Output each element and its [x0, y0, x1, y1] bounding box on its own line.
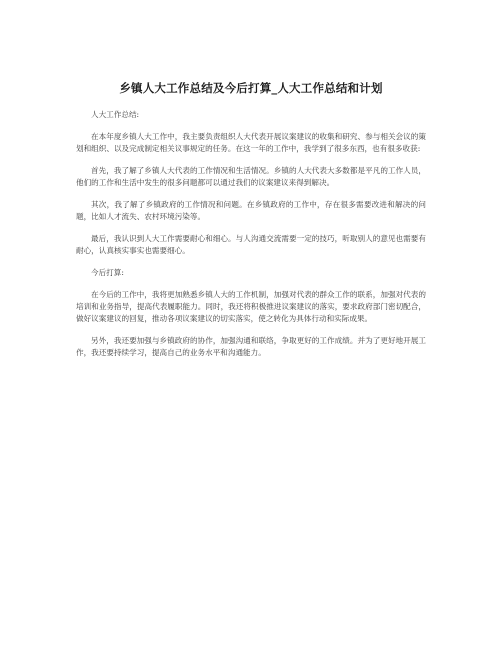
section-heading-plans: 今后打算: — [91, 268, 124, 277]
paragraph: 最后，我认识到人大工作需要耐心和细心。与人沟通交流需要一定的技巧，听取别人的意见也需要有耐心，认真核实事实也需要细心。 — [76, 234, 426, 255]
paragraph: 首先，我了解了乡镇人大代表的工作情况和生活情况。乡镇的人大代表大多数都是平凡的工作人员，他们的工作和生活中发生的很多问题都可以通过我们的议案建议来得到解决。 — [76, 166, 426, 187]
document-title: 乡镇人大工作总结及今后打算_人大工作总结和计划 — [119, 81, 383, 95]
paragraph: 在本年度乡镇人大工作中，我主要负责组织人大代表开展议案建议的收集和研究、参与相关会议的策划和组织、以及完成制定相关议事规定的任务。在这一年的工作中，我学到了很多东西，也有很多收获: — [76, 132, 426, 153]
paragraph: 另外，我还要加强与乡镇政府的协作，加强沟通和联络，争取更好的工作成绩。并为了更好地开展工作，我还要持续学习，提高自己的业务水平和沟通能力。 — [76, 336, 426, 357]
section-heading-summary: 人大工作总结: — [91, 110, 140, 119]
paragraph: 其次，我了解了乡镇政府的工作情况和问题。在乡镇政府的工作中，存在很多需要改进和解决的问题，比如人才流失、农村环境污染等。 — [76, 200, 426, 221]
paragraph: 在今后的工作中，我将更加熟悉乡镇人大的工作机制，加强对代表的群众工作的联系，加强对代表的培训和业务指导，提高代表履职能力。同时，我还将积极推进议案建议的落实，要求政府部门密切配合，做好议案建议的回复，推动各项议案建议的切实落实，使之转化为具体行动和实际成果。 — [76, 290, 426, 323]
